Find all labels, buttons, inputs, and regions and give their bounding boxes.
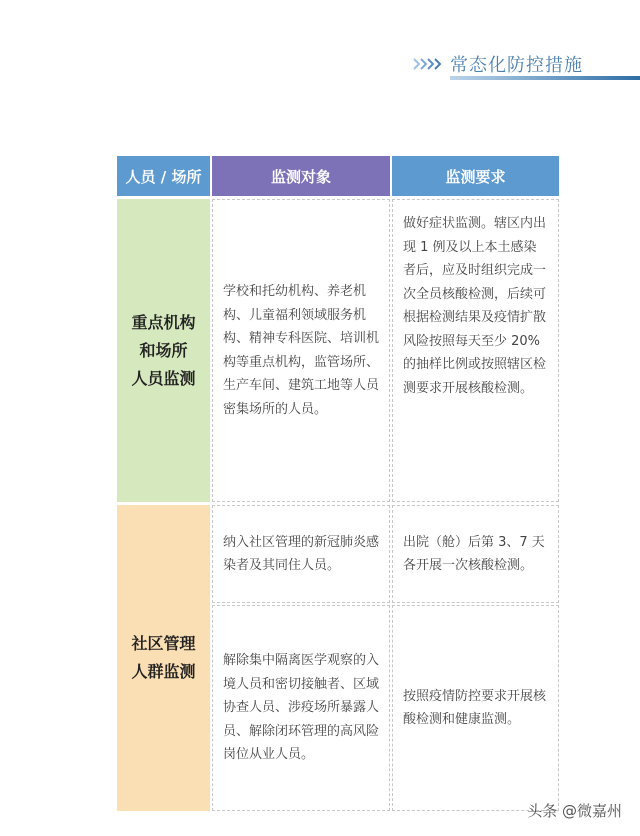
requirement-cell: 出院（舱）后第 3、7 天各开展一次核酸检测。 — [392, 505, 559, 603]
target-cell: 纳入社区管理的新冠肺炎感染者及其同住人员。 — [212, 505, 390, 603]
category-line: 人群监测 — [131, 662, 196, 681]
category-cell — [117, 505, 210, 811]
table-row — [212, 605, 559, 811]
section-title: 常态化防控措施 — [450, 55, 583, 76]
monitoring-table — [117, 156, 559, 811]
table-row — [212, 199, 559, 502]
group-cells — [212, 505, 559, 811]
target-cell: 解除集中隔离医学观察的入境人员和密切接触者、区域协查人员、涉疫场所暴露人员、解除闭环管理的高风险岗位从业人员。 — [212, 605, 390, 811]
table-header — [117, 156, 559, 196]
table-row-group — [117, 199, 559, 502]
column-header-requirement: 监测要求 — [392, 156, 559, 196]
group-cells — [212, 199, 559, 502]
requirement-cell: 做好症状监测。辖区内出现 1 例及以上本土感染者后，应及时组织完成一次全员核酸检测，后续可根据检测结果及疫情扩散风险按照每天至少 20% 的抽样比例或按照辖区检测要求开展核酸检测。 — [392, 199, 559, 502]
category-line: 人员监测 — [131, 368, 196, 388]
category-line: 和场所 — [139, 340, 188, 360]
column-header-people-place: 人员 / 场所 — [117, 156, 210, 196]
watermark: 头条 @微嘉州 — [527, 802, 622, 820]
target-cell: 学校和托幼机构、养老机构、儿童福利领域服务机构、精神专科医院、培训机构等重点机构，监管场所、生产车间、建筑工地等人员密集场所的人员。 — [212, 199, 390, 502]
table-row — [212, 505, 559, 603]
section-header — [410, 48, 640, 78]
column-header-target: 监测对象 — [212, 156, 390, 196]
requirement-cell: 按照疫情防控要求开展核酸检测和健康监测。 — [392, 605, 559, 811]
chevron-right-icon — [412, 57, 446, 71]
category-line: 重点机构 — [131, 312, 196, 332]
category-line: 社区管理 — [131, 634, 196, 653]
category-cell — [117, 199, 210, 502]
header-underline — [450, 76, 640, 80]
table-row-group — [117, 505, 559, 811]
